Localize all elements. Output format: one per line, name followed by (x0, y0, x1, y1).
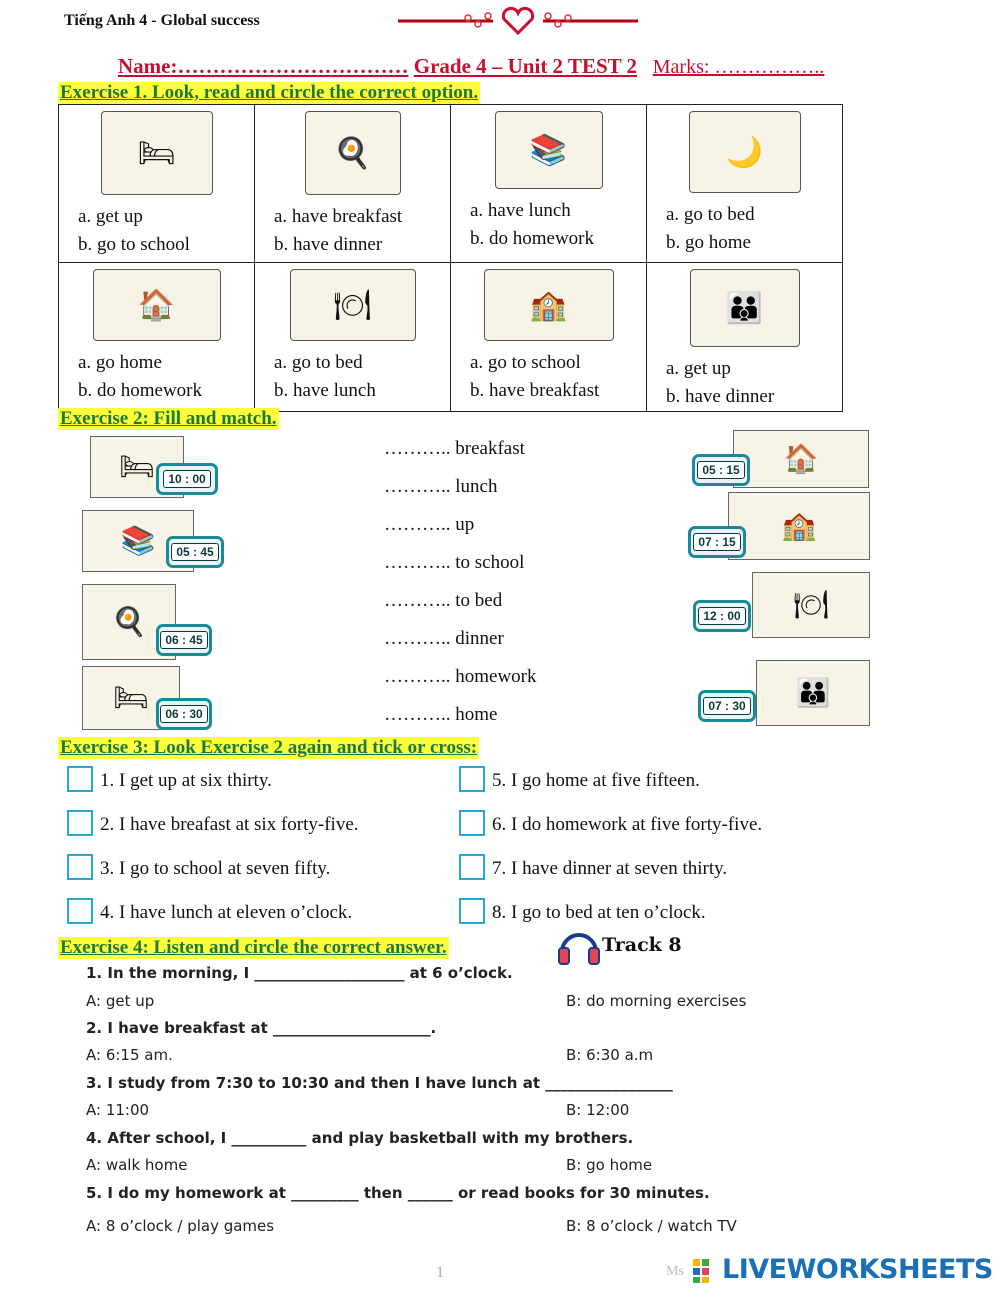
ex4-answer-a[interactable]: A: 6:15 am. (86, 1046, 173, 1064)
exercise-3-heading: Exercise 3: Look Exercise 2 again and tick or cross: (60, 737, 478, 758)
test-title-line (118, 54, 824, 79)
ex2-right-picture-3[interactable]: 🍽 (752, 572, 870, 638)
ex2-phrase[interactable]: ……….. breakfast (384, 438, 525, 459)
ex2-left-picture-1[interactable]: 🛏 (90, 436, 184, 498)
ex1-cell (59, 263, 255, 412)
clock-icon: 05 : 15 (692, 454, 750, 486)
ex4-question: 5. I do my homework at _________ then ______ or read books for 30 minutes. (86, 1184, 710, 1202)
ex2-left-picture-4[interactable]: 🛏 (82, 666, 180, 730)
lunch-picture-icon: 🍽 (290, 269, 416, 341)
ex4-answer-b[interactable]: B: 6:30 a.m (566, 1046, 654, 1064)
option-a[interactable]: a. have lunch (470, 200, 571, 221)
ex1-cell (59, 105, 255, 263)
option-b[interactable]: b. do homework (470, 228, 595, 249)
ex1-cell (647, 105, 843, 263)
ex2-phrase[interactable]: ……….. homework (384, 666, 537, 687)
ex3-statement: 1. I get up at six thirty. (100, 770, 272, 791)
ex3-statement: 2. I have breafast at six forty-five. (100, 814, 359, 835)
ex2-left-picture-3[interactable]: 🍳 (82, 584, 176, 660)
clock-icon: 07 : 30 (698, 690, 756, 722)
ex4-question: 2. I have breakfast at _____________________. (86, 1019, 437, 1037)
ex4-answer-a[interactable]: A: get up (86, 992, 155, 1010)
option-a[interactable]: a. go to bed (666, 204, 755, 225)
ex2-phrase[interactable]: ……….. lunch (384, 476, 498, 497)
bed-night-picture-icon: 🌙 (689, 111, 801, 193)
clock-icon: 10 : 00 (156, 463, 218, 495)
option-b[interactable]: b. go home (666, 232, 751, 253)
liveworksheets-brand[interactable]: LIVEWORKSHEETS (722, 1254, 993, 1285)
exercise-2-heading: Exercise 2: Fill and match. (60, 408, 277, 429)
ex2-phrase[interactable]: ……….. home (384, 704, 498, 725)
option-a[interactable]: a. go home (78, 352, 162, 373)
clock-icon: 06 : 30 (156, 698, 212, 730)
name-field[interactable]: Name:…………………………… (118, 54, 409, 78)
tick-box[interactable] (459, 898, 485, 924)
ex4-question: 4. After school, I __________ and play basketball with my brothers. (86, 1129, 634, 1147)
ex3-statement: 6. I do homework at five forty-five. (492, 814, 763, 835)
option-a[interactable]: a. go to bed (274, 352, 363, 373)
clock-icon: 06 : 45 (156, 624, 212, 656)
ex2-right-picture-1[interactable]: 🏠 (733, 430, 869, 488)
dinner-picture-icon: 👪 (690, 269, 800, 347)
option-b[interactable]: b. have dinner (274, 234, 383, 255)
option-b[interactable]: b. do homework (78, 380, 203, 401)
ex3-statement: 4. I have lunch at eleven o’clock. (100, 902, 353, 923)
ex2-phrase[interactable]: ……….. to bed (384, 590, 503, 611)
ex4-answer-b[interactable]: B: 12:00 (566, 1101, 630, 1119)
exercise-1-heading: Exercise 1. Look, read and circle the correct option. (60, 82, 479, 103)
homework-picture-icon: 📚 (495, 111, 603, 189)
tick-box[interactable] (67, 810, 93, 836)
ex4-answer-a[interactable]: A: 8 o’clock / play games (86, 1217, 275, 1235)
marks-field[interactable]: Marks: …………….. (652, 56, 825, 78)
option-a[interactable]: a. get up (666, 358, 731, 379)
exercise-4-heading: Exercise 4: Listen and circle the correct answer. (60, 937, 447, 958)
option-a[interactable]: a. go to school (470, 352, 581, 373)
ex4-answer-b[interactable]: B: 8 o’clock / watch TV (566, 1217, 737, 1235)
ex4-answer-a[interactable]: A: walk home (86, 1156, 188, 1174)
ex3-statement: 5. I go home at five fifteen. (492, 770, 700, 791)
exercise-1-table (58, 104, 843, 412)
option-b[interactable]: b. go to school (78, 234, 190, 255)
breakfast-picture-icon: 🍳 (305, 111, 401, 195)
school-picture-icon: 🏫 (484, 269, 614, 341)
subject-label: Tiếng Anh 4 - Global success (64, 12, 260, 29)
test-title: Grade 4 – Unit 2 TEST 2 (413, 54, 638, 78)
tick-box[interactable] (67, 766, 93, 792)
tick-box[interactable] (459, 766, 485, 792)
ex3-statement: 7. I have dinner at seven thirty. (492, 858, 728, 879)
option-b[interactable]: b. have dinner (666, 386, 775, 407)
ex4-question: 3. I study from 7:30 to 10:30 and then I have lunch at _________________ (86, 1074, 673, 1092)
ex4-answer-a[interactable]: A: 11:00 (86, 1101, 150, 1119)
liveworksheets-logo-icon (692, 1258, 720, 1284)
ex2-phrase[interactable]: ……….. up (384, 514, 475, 535)
clock-icon: 05 : 45 (166, 536, 224, 568)
tick-box[interactable] (67, 854, 93, 880)
headphones-icon[interactable] (556, 922, 602, 966)
ex2-right-picture-2[interactable]: 🏫 (728, 492, 870, 560)
tick-box[interactable] (67, 898, 93, 924)
ex1-cell (255, 105, 451, 263)
ex4-answer-b[interactable]: B: do morning exercises (566, 992, 747, 1010)
author-faint-text: Ms (666, 1264, 684, 1279)
tick-box[interactable] (459, 810, 485, 836)
ex3-statement: 3. I go to school at seven fifty. (100, 858, 331, 879)
ex1-cell (647, 263, 843, 412)
ex2-phrase[interactable]: ……….. dinner (384, 628, 504, 649)
option-a[interactable]: a. get up (78, 206, 143, 227)
clock-icon: 12 : 00 (693, 600, 751, 632)
ex1-cell (451, 263, 647, 412)
ex2-phrase[interactable]: ……….. to school (384, 552, 525, 573)
ex1-cell (255, 263, 451, 412)
tick-box[interactable] (459, 854, 485, 880)
clock-icon: 07 : 15 (688, 526, 746, 558)
ex1-cell (451, 105, 647, 263)
track-label: Track 8 (602, 934, 682, 956)
page-number: 1 (436, 1264, 444, 1281)
ex4-question: 1. In the morning, I ____________________ at 6 o’clock. (86, 964, 513, 982)
go-home-picture-icon: 🏠 (93, 269, 221, 341)
option-b[interactable]: b. have lunch (274, 380, 376, 401)
get-up-picture-icon: 🛏 (101, 111, 213, 195)
option-a[interactable]: a. have breakfast (274, 206, 403, 227)
ex2-left-picture-2[interactable]: 📚 (82, 510, 194, 572)
option-b[interactable]: b. have breakfast (470, 380, 600, 401)
heart-ornament-icon (398, 6, 638, 36)
ex3-statement: 8. I go to bed at ten o’clock. (492, 902, 706, 923)
ex4-answer-b[interactable]: B: go home (566, 1156, 653, 1174)
ex2-right-picture-4[interactable]: 👪 (756, 660, 870, 726)
